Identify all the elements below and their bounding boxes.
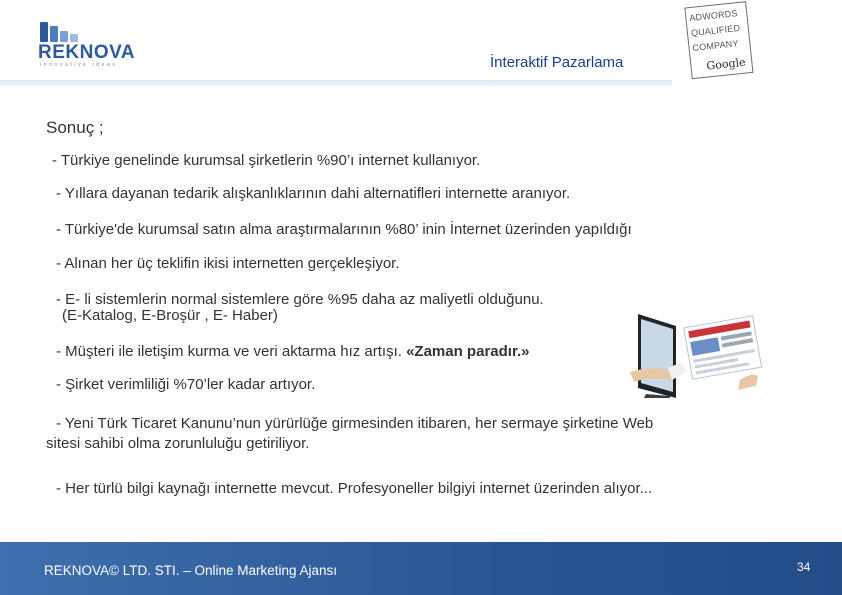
list-item: - Şirket verimliliği %70’ler kadar artıyor. <box>56 376 316 393</box>
reknova-logo <box>38 18 148 68</box>
list-item: - Türkiye genelinde kurumsal şirketlerin %90’ı internet kullanıyor. <box>52 152 481 169</box>
logo-bars-icon <box>40 20 100 42</box>
badge-line-2: QUALIFIED <box>690 22 741 39</box>
logo-tagline: innovative ideas <box>40 62 118 68</box>
list-item-continuation: sitesi sahibi olma zorunluluğu getiriliyor. <box>46 435 310 452</box>
list-item-text: - Müşteri ile iletişim kurma ve veri aktarma hız artışı. <box>56 343 407 360</box>
header-divider <box>0 80 672 86</box>
list-item: - Türkiye'de kurumsal satın alma araştırmalarının %80’ inin İnternet üzerinden yapıldığı <box>56 221 632 238</box>
monitor-illustration <box>620 310 764 400</box>
adwords-qualified-badge <box>684 1 757 81</box>
list-item: - E- li sistemlerin normal sistemlere göre %95 daha az maliyetli olduğunu. <box>56 291 544 308</box>
section-title: Sonuç ; <box>46 118 104 137</box>
google-logo: Google <box>705 55 747 73</box>
badge-line-1: ADWORDS <box>688 8 739 24</box>
badge-line-3: COMPANY <box>692 38 740 53</box>
list-item <box>56 342 529 361</box>
list-item-emphasis: «Zaman paradır.» <box>406 343 530 360</box>
list-item: - Yıllara dayanan tedarik alışkanlıklarının dahi alternatifleri internette aranıyor. <box>56 185 571 202</box>
page-number: 34 <box>797 560 811 574</box>
footer-company: REKNOVA© LTD. STI. – Online Marketing Ajansı <box>44 563 338 578</box>
list-item: - Her türlü bilgi kaynağı internette mevcut. Profesyoneller bilgiyi internet üzerinden alıyor... <box>56 480 653 497</box>
list-item: - Alınan her üç teklifin ikisi internetten gerçekleşiyor. <box>56 255 400 272</box>
list-item-subline: (E-Katalog, E-Broşür , E- Haber) <box>62 307 278 324</box>
page-title: İnteraktif Pazarlama <box>490 54 624 71</box>
list-item: - Yeni Türk Ticaret Kanunu’nun yürürlüğe girmesinden itibaren, her sermaye şirketine Web <box>56 415 654 432</box>
logo-wordmark: REKNOVA <box>38 42 136 63</box>
